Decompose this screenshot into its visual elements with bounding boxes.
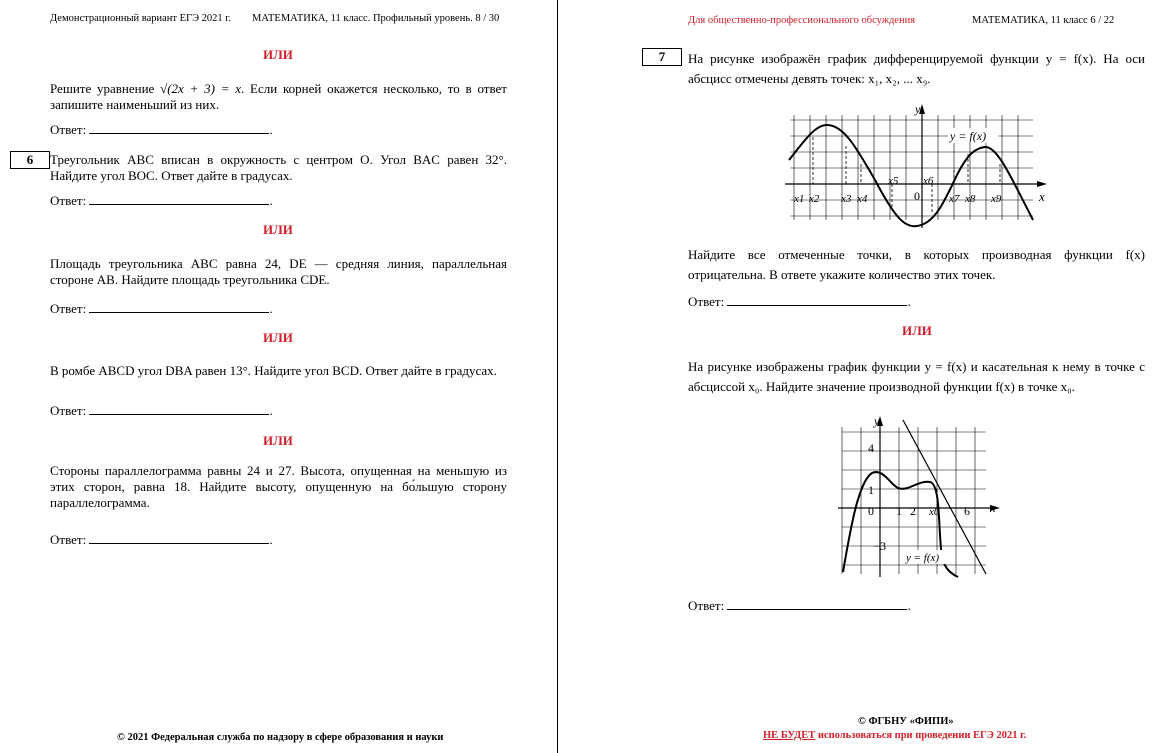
x-label: x <box>1039 189 1045 204</box>
point-label-x2: x2 <box>809 193 820 205</box>
answer-row: Ответ: . <box>688 598 911 613</box>
answer-row: Ответ: . <box>50 193 273 208</box>
answer-field[interactable] <box>89 193 269 205</box>
y-label: y <box>874 414 880 428</box>
task7-question: Найдите все отмеченные точки, в которых производная функции f(x) отрицательна. В ответе укажите количество этих точек. <box>688 247 1145 282</box>
answer-label: Ответ: <box>688 598 725 613</box>
graph-derivative-points <box>785 100 1050 235</box>
answer-field[interactable] <box>727 598 907 610</box>
equation-task <box>50 81 507 113</box>
answer-row: Ответ: . <box>50 532 273 547</box>
ili-label: ИЛИ <box>263 47 293 62</box>
tick-y4: 4 <box>868 441 874 455</box>
zero-label: 0 <box>914 189 920 203</box>
task6d-text: Стороны параллелограмма равны 24 и 27. Высота, опущенная на меньшую из этих сторон, равна 18. Найдите высоту, опущенную на бо́льшую сторону параллелограмма. <box>50 463 507 510</box>
answer-label: Ответ: <box>50 122 87 137</box>
equation-formula: √(2x + 3) = x <box>160 81 242 96</box>
task6-text: Треугольник ABC вписан в окружность с центром O. Угол BAC равен 32°. Найдите угол BOC. Ответ дайте в градусах. <box>50 152 507 183</box>
answer-row: Ответ: . <box>50 122 273 137</box>
answer-label: Ответ: <box>50 193 87 208</box>
point-label-x5: x5 <box>888 175 899 187</box>
answer-row: Ответ: . <box>50 403 273 418</box>
point-label-x3: x3 <box>841 193 852 205</box>
tick-y-neg3: −3 <box>873 539 886 553</box>
x-label: x <box>990 500 996 515</box>
page-divider <box>557 0 558 753</box>
x-axis-arrow <box>1037 181 1047 187</box>
answer-row: Ответ: . <box>688 294 911 309</box>
footer-notice <box>763 730 1026 741</box>
tick-x2: 2 <box>910 504 916 518</box>
func-label: y = f(x) <box>950 129 987 143</box>
answer-row: Ответ: . <box>50 301 273 316</box>
answer-label: Ответ: <box>50 403 87 418</box>
point-label-x4: x4 <box>857 193 868 205</box>
ili-label: ИЛИ <box>902 323 932 338</box>
answer-field[interactable] <box>89 122 269 134</box>
header-left-red: Для общественно-профессионального обсуждения <box>688 15 916 26</box>
point-label-x7: x7 <box>949 193 960 205</box>
tick-origin: 0 <box>868 504 874 518</box>
graph-tangent <box>838 412 1010 578</box>
ili-label: ИЛИ <box>263 433 293 448</box>
y-label: y <box>915 102 921 116</box>
header-left: Демонстрационный вариант ЕГЭ 2021 г. <box>50 13 232 24</box>
equation-task-text-a: Решите уравнение <box>50 81 161 96</box>
tick-x6: 6 <box>964 504 970 518</box>
point-label-x9: x9 <box>991 193 1002 205</box>
task7-text: На рисунке изображён график дифференцируемой функции y = f(x). На оси абсцисс отмечены девять точек: x₁, x₂, ... x₉. <box>688 51 1145 86</box>
tick-x0: x0 <box>929 506 940 518</box>
point-label-x8: x8 <box>965 193 976 205</box>
task6c-text: В ромбе ABCD угол DBA равен 13°. Найдите угол BCD. Ответ дайте в градусах. <box>50 363 497 378</box>
tick-y1: 1 <box>868 483 874 497</box>
func-label: y = f(x) <box>906 552 940 564</box>
header-right: МАТЕМАТИКА, 11 класс. Профильный уровень. 8 / 30 <box>252 13 500 24</box>
task-number-7: 7 <box>642 48 682 66</box>
answer-label: Ответ: <box>50 301 87 316</box>
point-label-x6: x6 <box>923 175 934 187</box>
point-label-x1: x1 <box>794 193 805 205</box>
answer-field[interactable] <box>89 532 269 544</box>
answer-label: Ответ: <box>688 294 725 309</box>
footer-fipi: © ФГБНУ «ФИПИ» <box>858 716 954 727</box>
answer-label: Ответ: <box>50 532 87 547</box>
equation-task-text-b: . Если корней окажется несколько, то в ответ запишите наименьший из них. <box>50 81 507 112</box>
answer-field[interactable] <box>89 301 269 313</box>
ili-label: ИЛИ <box>263 330 293 345</box>
task7b-text: На рисунке изображены график функции y = f(x) и касательная к нему в точке с абсциссой x₀. Найдите значение производной функции f(x) в точке x₀. <box>688 359 1145 394</box>
task-number-6: 6 <box>10 151 50 169</box>
footer-notice-red: НЕ БУДЕТ <box>763 730 816 741</box>
header-right: МАТЕМАТИКА, 11 класс 6 / 22 <box>972 15 1115 26</box>
ili-label: ИЛИ <box>263 222 293 237</box>
tick-x1: 1 <box>896 504 902 518</box>
footer-left: © 2021 Федеральная служба по надзору в сфере образования и науки <box>117 732 444 743</box>
task6b-text: Площадь треугольника ABC равна 24, DE — средняя линия, параллельная стороне AB. Найдите площадь треугольника CDE. <box>50 256 507 287</box>
footer-notice-rest: использоваться при проведении ЕГЭ 2021 г. <box>815 730 1027 741</box>
answer-field[interactable] <box>89 403 269 415</box>
answer-field[interactable] <box>727 294 907 306</box>
point-labels <box>793 175 1002 205</box>
